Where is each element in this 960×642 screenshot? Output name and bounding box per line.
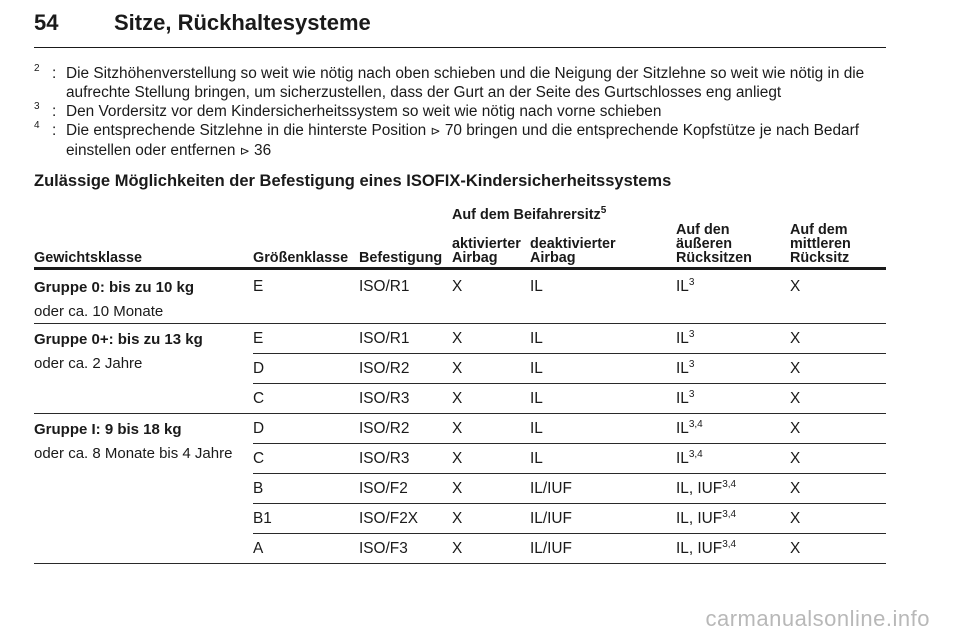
page-header <box>34 4 886 48</box>
footnote-text: Die Sitzhöhenverstellung so weit wie nötig nach oben schieben und die Neigung der Sitzlehne so weit wie nötig in die aufrechte Stellung bringen, um sicherzustellen, dass der Gurt an der Seite des Gurtschlosses eng anliegt <box>66 65 865 101</box>
table-row: B1 ISO/F2X X IL/IUF IL, IUF$^{3,4}$ X <box>253 509 801 527</box>
footnote-3: 3 : Den Vordersitz vor dem Kindersicherheitssystem so weit wie nötig nach vorne schieben <box>34 102 890 121</box>
reference-arrow-icon: ⊳ <box>430 124 441 138</box>
header-outer-rear-seats: Auf den äußeren Rücksitzen <box>676 222 752 266</box>
table-row: A ISO/F3 X IL/IUF IL, IUF$^{3,4}$ X <box>253 539 801 557</box>
row-divider <box>253 533 886 534</box>
footnote-text: Die entsprechende Sitzlehne in die hinterste Position <box>66 122 427 139</box>
chapter-title: Sitze, Rückhaltesysteme <box>114 10 371 35</box>
section-title: Zulässige Möglichkeiten der Befestigung eines ISOFIX-Kindersicherheitssystems <box>34 172 672 190</box>
header-size-class: Größenklasse <box>253 250 349 266</box>
footnote-mark: 4 <box>34 120 40 131</box>
footnote-2: 2 : Die Sitzhöhenverstellung so weit wie nötig nach oben schieben und die Neigung der Sitzlehne so weit wie nötig in die aufrechte Stellung bringen, um sicherzustellen, dass der Gurt an der Seite des Gurtschlosses eng anliegt <box>34 64 890 102</box>
footnote-mark: 2 <box>34 63 40 74</box>
row-divider <box>253 503 886 504</box>
weight-group-0plus: Gruppe 0+: bis zu 13 kg oder ca. 2 Jahre <box>34 331 203 372</box>
header-weight-class: Gewichtsklasse <box>34 250 142 266</box>
row-divider <box>34 413 886 414</box>
table-row: B ISO/F2 X IL/IUF IL, IUF$^{3,4}$ X <box>253 479 801 497</box>
row-divider <box>253 473 886 474</box>
page-reference-link[interactable]: 36 <box>254 142 272 159</box>
weight-group-0: Gruppe 0: bis zu 10 kg oder ca. 10 Monate <box>34 279 195 320</box>
row-divider <box>253 383 886 384</box>
watermark: carmanualsonline.info <box>705 606 930 631</box>
header-airbag-deactivated: deaktivierter Airbag <box>530 236 616 266</box>
row-divider <box>34 323 886 324</box>
table-header-rule <box>34 267 886 270</box>
table-row: D ISO/R2 X IL IL$^{3,4}$ X <box>253 419 801 437</box>
table-row: E ISO/R1 X IL $IL^3$ X <box>253 277 801 295</box>
header-airbag-activated: aktivierter Airbag <box>452 236 521 266</box>
header-passenger-seat: Auf dem Beifahrersitz$^5$ <box>452 205 607 223</box>
row-divider <box>253 443 886 444</box>
footnotes <box>34 64 890 161</box>
page-reference-link[interactable]: 70 <box>444 122 462 139</box>
row-divider <box>253 353 886 354</box>
table-row: C ISO/R3 X IL IL$^{3,4}$ X <box>253 449 801 467</box>
header-fixture: Befestigung <box>359 250 443 266</box>
table-bottom-rule <box>34 563 886 564</box>
footnote-text: Den Vordersitz vor dem Kindersicherheitssystem so weit wie nötig nach vorne schieben <box>66 103 662 120</box>
page-number: 54 <box>34 10 59 35</box>
weight-group-I: Gruppe I: 9 bis 18 kg oder ca. 8 Monate bis 4 Jahre <box>34 421 233 462</box>
footnote-4: 4 : Die entsprechende Sitzlehne in die hinterste Position ⊳ 70 bringen und die entsprechende Kopfstütze je nach Bedarf einstellen oder entfernen ⊳ 36 <box>34 121 890 161</box>
table-row: E ISO/R1 X IL $IL^3$ X <box>253 329 801 347</box>
table-row: D ISO/R2 X IL $IL^3$ X <box>253 359 801 377</box>
table-row: C ISO/R3 X IL $IL^3$ X <box>253 389 801 407</box>
header-middle-rear-seat: Auf dem mittleren Rücksitz <box>790 222 851 266</box>
footnote-text: bringen und die entsprechende Kopfstütze je nach Bedarf einstellen oder entfernen <box>66 122 859 159</box>
footnote-mark: 3 <box>34 101 40 112</box>
reference-arrow-icon: ⊳ <box>239 144 250 158</box>
